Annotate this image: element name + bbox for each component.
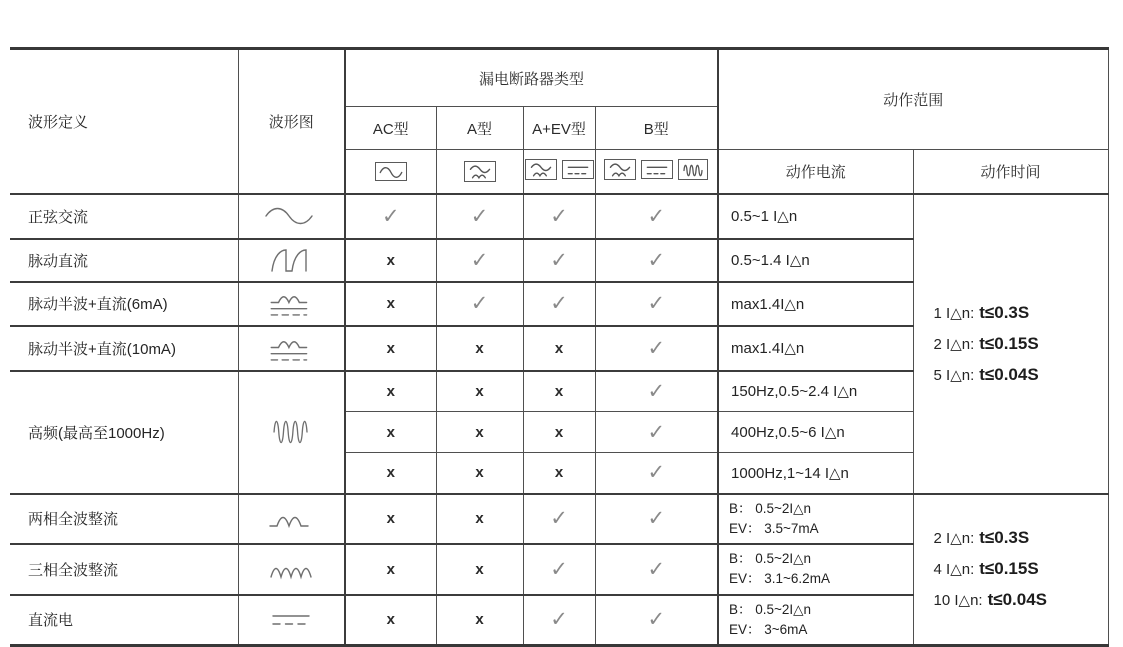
action-current-cell: max1.4I△n	[718, 326, 913, 371]
pulsating-dc-wave-icon	[238, 239, 345, 282]
header-waveform-definition: 波形定义	[10, 49, 238, 194]
compat-mark: ✓	[470, 292, 489, 315]
compat-mark: ✓	[550, 204, 568, 228]
action-current-cell	[718, 494, 913, 545]
header-action-range-group: 动作范围	[718, 49, 1108, 150]
type-ac-icon-cell	[345, 150, 436, 194]
compat-mark: x	[475, 464, 484, 482]
ac-sine-icon	[375, 162, 407, 181]
time-line: 2 I△n: t≤0.15S	[933, 333, 1039, 353]
compat-mark: ✓	[647, 461, 666, 485]
header-type-b: B型	[595, 107, 718, 150]
compat-mark: x	[475, 510, 484, 528]
compat-mark: x	[386, 560, 395, 578]
type-b-icon-cell	[595, 150, 718, 194]
compat-mark: x	[554, 339, 564, 357]
current-b-line: B： 0.5~2I△n	[729, 601, 812, 617]
compat-mark: ✓	[647, 292, 666, 315]
compat-mark: x	[475, 339, 484, 357]
current-b-line: B： 0.5~2I△n	[729, 500, 812, 516]
compat-mark: ✓	[647, 379, 666, 403]
row-label: 脉动半波+直流(6mA)	[10, 282, 238, 326]
a-type-pulsating-icon	[525, 159, 557, 180]
row-label: 正弦交流	[10, 194, 238, 239]
row-label: 三相全波整流	[10, 544, 238, 595]
action-current-cell: 1000Hz,1~14 I△n	[718, 453, 913, 494]
action-current-cell	[718, 544, 913, 595]
compat-mark: x	[386, 510, 395, 528]
high-frequency-wave-icon	[238, 371, 345, 494]
two-phase-rectified-wave-icon	[238, 494, 345, 545]
header-type-aev: A+EV型	[523, 107, 595, 150]
compat-mark: x	[475, 382, 484, 400]
half-wave-plus-dc-icon	[238, 326, 345, 371]
action-time-group-2	[913, 494, 1108, 646]
compat-mark: x	[475, 423, 484, 441]
action-current-cell	[718, 595, 913, 646]
action-current-cell: 0.5~1 I△n	[718, 194, 913, 239]
sine-wave-icon	[238, 194, 345, 239]
compat-mark: ✓	[647, 248, 666, 272]
row-label: 两相全波整流	[10, 494, 238, 545]
compat-mark: x	[386, 295, 395, 312]
compat-mark: ✓	[550, 608, 568, 632]
compat-mark: ✓	[381, 204, 400, 228]
action-current-cell: 0.5~1.4 I△n	[718, 239, 913, 282]
rcd-spec-table-wrapper	[10, 47, 1109, 647]
compat-mark: ✓	[550, 292, 568, 315]
action-current-cell: 150Hz,0.5~2.4 I△n	[718, 371, 913, 412]
high-frequency-icon	[678, 159, 708, 180]
current-ev-line: EV： 3.5~7mA	[729, 520, 819, 536]
dc-icon	[562, 160, 594, 179]
compat-mark: ✓	[647, 204, 666, 228]
time-line: 4 I△n: t≤0.15S	[933, 559, 1039, 579]
time-line: 5 I△n: t≤0.04S	[933, 364, 1039, 384]
compat-mark: x	[475, 611, 484, 629]
header-waveform-diagram: 波形图	[238, 49, 345, 194]
compat-mark: x	[386, 611, 395, 629]
compat-mark: x	[386, 464, 395, 482]
three-phase-rectified-wave-icon	[238, 544, 345, 595]
compat-mark: ✓	[470, 204, 489, 228]
action-time-group-1	[913, 194, 1108, 494]
action-current-cell: 400Hz,0.5~6 I△n	[718, 412, 913, 453]
compat-mark: x	[554, 382, 564, 400]
compat-mark: ✓	[647, 608, 666, 632]
row-label: 高频(最高至1000Hz)	[10, 371, 238, 494]
row-label: 脉动半波+直流(10mA)	[10, 326, 238, 371]
compat-mark: ✓	[550, 557, 568, 581]
time-line: 2 I△n: t≤0.3S	[933, 528, 1030, 548]
half-wave-plus-dc-icon	[238, 282, 345, 326]
a-type-pulsating-icon	[604, 159, 636, 180]
compat-mark: x	[475, 560, 484, 578]
compat-mark: ✓	[550, 248, 568, 272]
a-type-pulsating-icon	[464, 161, 496, 182]
header-action-time: 动作时间	[913, 150, 1108, 194]
time-line: 10 I△n: t≤0.04S	[933, 590, 1048, 610]
header-action-current: 动作电流	[718, 150, 913, 194]
header-breaker-type-group: 漏电断路器类型	[345, 49, 718, 107]
row-label: 直流电	[10, 595, 238, 646]
compat-mark: ✓	[550, 507, 568, 531]
current-ev-line: EV： 3~6mA	[729, 621, 808, 637]
compat-mark: ✓	[647, 336, 666, 360]
header-type-a: A型	[436, 107, 523, 150]
current-ev-line: EV： 3.1~6.2mA	[729, 571, 830, 587]
time-line: 1 I△n: t≤0.3S	[933, 302, 1030, 322]
compat-mark: ✓	[647, 557, 666, 581]
header-type-ac: AC型	[345, 107, 436, 150]
compat-mark: x	[554, 423, 564, 441]
action-current-cell: max1.4I△n	[718, 282, 913, 326]
current-b-line: B： 0.5~2I△n	[729, 551, 812, 566]
type-aev-icon-cell	[523, 150, 595, 194]
compat-mark: ✓	[647, 420, 666, 444]
compat-mark: x	[554, 464, 564, 482]
compat-mark: x	[386, 339, 395, 357]
rcd-spec-table	[10, 47, 1109, 647]
compat-mark: ✓	[470, 248, 489, 272]
compat-mark: ✓	[647, 507, 666, 531]
compat-mark: x	[386, 382, 395, 400]
compat-mark: x	[386, 423, 395, 441]
dc-icon	[641, 160, 673, 179]
compat-mark: x	[386, 251, 395, 269]
dc-wave-icon	[238, 595, 345, 646]
row-label: 脉动直流	[10, 239, 238, 282]
type-a-icon-cell	[436, 150, 523, 194]
